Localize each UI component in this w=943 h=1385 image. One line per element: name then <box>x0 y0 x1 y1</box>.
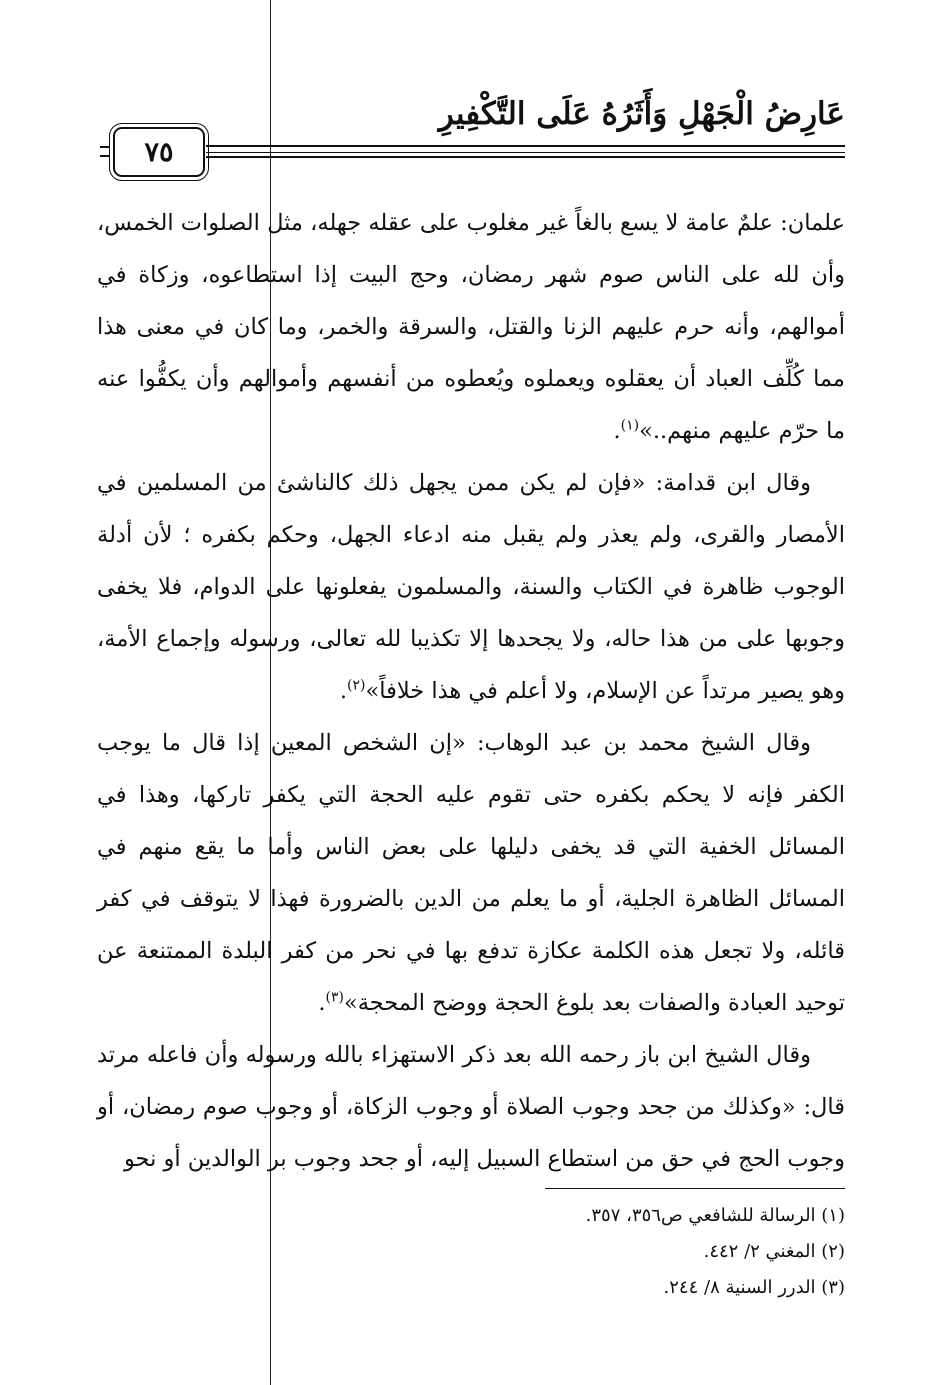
paragraph-text: وقال الشيخ ابن باز رحمه الله بعد ذكر الاستهزاء بالله ورسوله وأن فاعله مرتد قال: «وكذلك من جحد وجوب الصلاة أو وجوب الزكاة، أو وجوب صوم رمضان، أو وجوب الحج في حق من استطاع السبيل إليه، أو جحد وجوب بر الوالدين أو نحو <box>97 1042 845 1172</box>
footnote-3: (٣) الدرر السنية ٨/ ٢٤٤. <box>663 1277 845 1298</box>
footnote-ref: (١) <box>620 417 640 434</box>
footnote-2: (٢) المغني ٢/ ٤٤٢. <box>703 1241 845 1262</box>
paragraph-2 <box>97 457 845 717</box>
header-dash-top <box>100 146 110 148</box>
paragraph-text: وقال الشيخ محمد بن عبد الوهاب: «إن الشخص المعين إذا قال ما يوجب الكفر فإنه لا يحكم بكفره حتى تقوم عليه الحجة التي يكفر تاركها، وهذا في المسائل الخفية التي قد يخفى دليلها على بعض الناس وأما ما يقع منهم في المسائل الظاهرة الجلية، أو ما يعلم من الدين بالضرورة فهذا لا يتوقف في كفر قائله، ولا تجعل هذه الكلمة عكازة تدفع بها في نحر من كفر البلدة الممتنعة عن توحيد العبادة والصفات بعد بلوغ الحجة ووضح المحجة» <box>97 730 845 1016</box>
footnote-ref: (٢) <box>346 677 366 694</box>
paragraph-text: علمان: علمٌ عامة لا يسع بالغاً غير مغلوب على عقله جهله، مثل الصلوات الخمس، وأن لله على الناس صوم شهر رمضان، وحج البيت إذا استطاعوه، وزكاة في أموالهم، وأنه حرم عليهم الزنا والقتل، والسرقة والخمر، وما كان في معنى هذا مما كُلِّف العباد أن يعقلوه ويعملوه ويُعطوه من أنفسهم وأموالهم وأن يكفُّوا عنه ما حرّم عليهم منهم..» <box>97 210 845 444</box>
paragraph-end: . <box>318 990 326 1016</box>
header-rule-middle <box>206 152 845 153</box>
footnote-separator <box>545 1188 845 1189</box>
paragraph-end: . <box>613 418 621 444</box>
footnote-1: (١) الرسالة للشافعي ص٣٥٦، ٣٥٧. <box>585 1205 845 1226</box>
paragraph-1 <box>97 197 845 457</box>
header-dash-bottom <box>100 155 110 157</box>
running-title: عَارِضُ الْجَهْلِ وَأَثَرُهُ عَلَى التَّكْفِيرِ <box>438 96 845 132</box>
header-rule-bottom <box>206 156 845 158</box>
footnotes <box>97 1198 845 1306</box>
page-number: ٧٥ <box>144 136 174 168</box>
footnote-ref: (٣) <box>325 989 344 1006</box>
header-rule-top <box>206 145 845 147</box>
main-text <box>97 197 845 1185</box>
paragraph-end: . <box>339 678 347 704</box>
paragraph-text: وقال ابن قدامة: «فإن لم يكن ممن يجهل ذلك كالناشئ من المسلمين في الأمصار والقرى، ولم يعذر ولم يقبل منه ادعاء الجهل، وحكم بكفره ؛ لأن أدلة الوجوب ظاهرة في الكتاب والسنة، والمسلمون يفعلونها على الدوام، فلا يخفى وجوبها على من هذا حاله، ولا يجحدها إلا تكذيبا لله تعالى، ورسوله وإجماع الأمة، وهو يصير مرتداً عن الإسلام، ولا أعلم في هذا خلافاً» <box>97 470 845 704</box>
paragraph-4 <box>97 1029 845 1185</box>
page-number-box <box>113 127 205 177</box>
page-header <box>0 0 943 185</box>
paragraph-3 <box>97 717 845 1029</box>
